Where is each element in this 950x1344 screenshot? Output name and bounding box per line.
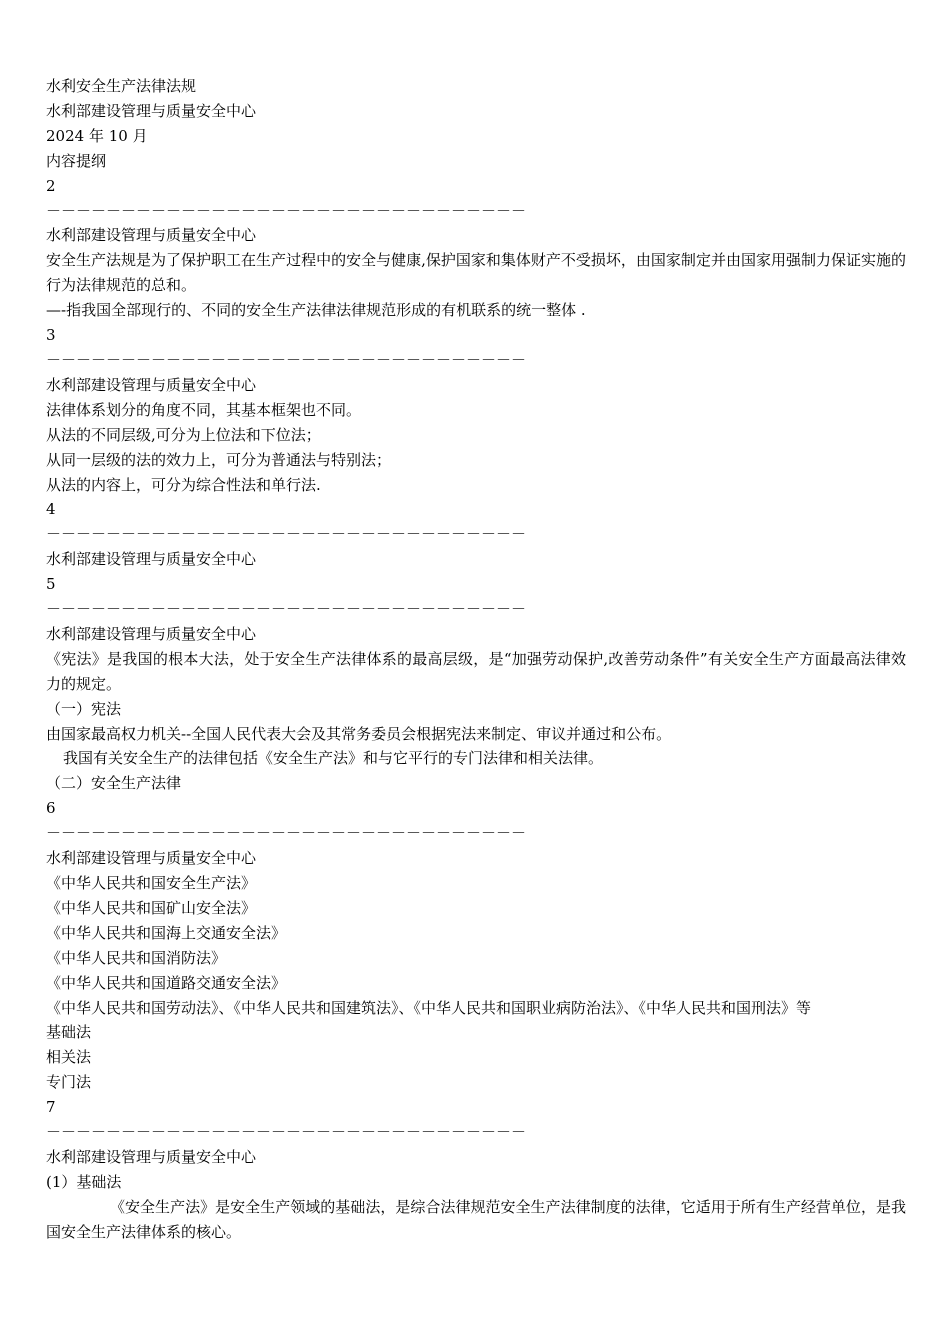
org-name: 水利部建设管理与质量安全中心 xyxy=(46,226,257,245)
page-number: 6 xyxy=(46,799,56,818)
law-item: 《中华人民共和国海上交通安全法》 xyxy=(46,923,287,942)
law-item: 《中华人民共和国矿山安全法》 xyxy=(46,898,257,917)
basic-law-paragraph: 《安全生产法》是安全生产领域的基础法，是综合法律规范安全生产法律制度的法律，它适用于所有生产经营单位，是我国安全生产法律体系的核心。 xyxy=(46,1197,906,1241)
doc-date: 2024 年 10 月 xyxy=(46,126,148,145)
definition-paragraph: 安全生产法规是为了保护职工在生产过程中的安全与健康,保护国家和集体财产不受损坏，由国家制定并由国家用强制力保证实施的行为法律规范的总和。 xyxy=(46,251,906,295)
org-name: 水利部建设管理与质量安全中心 xyxy=(46,550,257,569)
category-label: 专门法 xyxy=(46,1073,92,1092)
constitution-paragraph: 《宪法》是我国的根本大法，处于安全生产法律体系的最高层级，是“加强劳动保护,改善劳动条件”有关安全生产方面最高法律效力的规定。 xyxy=(46,649,906,693)
law-item: 《中华人民共和国消防法》 xyxy=(46,948,227,967)
framework-line: 从同一层级的法的效力上，可分为普通法与特别法； xyxy=(46,450,392,469)
page-separator: －－－－－－－－－－－－－－－－－－－－－－－－－－－－－－－－ xyxy=(46,824,527,843)
section-heading: （二）安全生产法律 xyxy=(46,774,182,793)
system-definition: —-指我国全部现行的、不同的安全生产法律法律规范形成的有机联系的统一整体 . xyxy=(46,301,586,320)
related-laws-paragraph: 《中华人民共和国劳动法》、《中华人民共和国建筑法》、《中华人民共和国职业病防治法》、《中华人民共和国刑法》等 xyxy=(46,998,812,1017)
page-number: 3 xyxy=(46,326,56,345)
page-separator: －－－－－－－－－－－－－－－－－－－－－－－－－－－－－－－－ xyxy=(46,1123,527,1142)
framework-line: 从法的内容上，可分为综合性法和单行法. xyxy=(46,475,321,494)
body-line: 我国有关安全生产的法律包括《安全生产法》和与它平行的专门法律和相关法律。 xyxy=(63,749,604,768)
page-number: 2 xyxy=(46,176,56,195)
toc-heading: 内容提纲 xyxy=(46,151,107,170)
org-name: 水利部建设管理与质量安全中心 xyxy=(46,101,257,120)
law-item: 《中华人民共和国安全生产法》 xyxy=(46,874,257,892)
category-label: 相关法 xyxy=(46,1048,92,1067)
page-separator: －－－－－－－－－－－－－－－－－－－－－－－－－－－－－－－－ xyxy=(46,201,527,220)
org-name: 水利部建设管理与质量安全中心 xyxy=(46,849,257,868)
org-name: 水利部建设管理与质量安全中心 xyxy=(46,1147,257,1166)
body-line: 由国家最高权力机关--全国人民代表大会及其常务委员会根据宪法来制定、审议并通过和公布。 xyxy=(46,724,672,743)
document-page xyxy=(46,74,906,1245)
page-separator: －－－－－－－－－－－－－－－－－－－－－－－－－－－－－－－－ xyxy=(46,600,527,619)
page-number: 5 xyxy=(46,575,56,594)
page-separator: －－－－－－－－－－－－－－－－－－－－－－－－－－－－－－－－ xyxy=(46,350,527,369)
page-separator: －－－－－－－－－－－－－－－－－－－－－－－－－－－－－－－－ xyxy=(46,525,527,544)
page-number: 4 xyxy=(46,500,56,519)
org-name: 水利部建设管理与质量安全中心 xyxy=(46,375,257,394)
framework-line: 法律体系划分的角度不同，其基本框架也不同。 xyxy=(46,400,362,419)
page-number: 7 xyxy=(46,1098,56,1117)
doc-title: 水利安全生产法律法规 xyxy=(46,77,197,95)
category-label: 基础法 xyxy=(46,1023,92,1042)
section-heading: (1）基础法 xyxy=(46,1172,122,1191)
org-name: 水利部建设管理与质量安全中心 xyxy=(46,624,257,643)
law-item: 《中华人民共和国道路交通安全法》 xyxy=(46,973,287,992)
section-heading: （一）宪法 xyxy=(46,699,122,718)
framework-line: 从法的不同层级,可分为上位法和下位法； xyxy=(46,425,321,444)
